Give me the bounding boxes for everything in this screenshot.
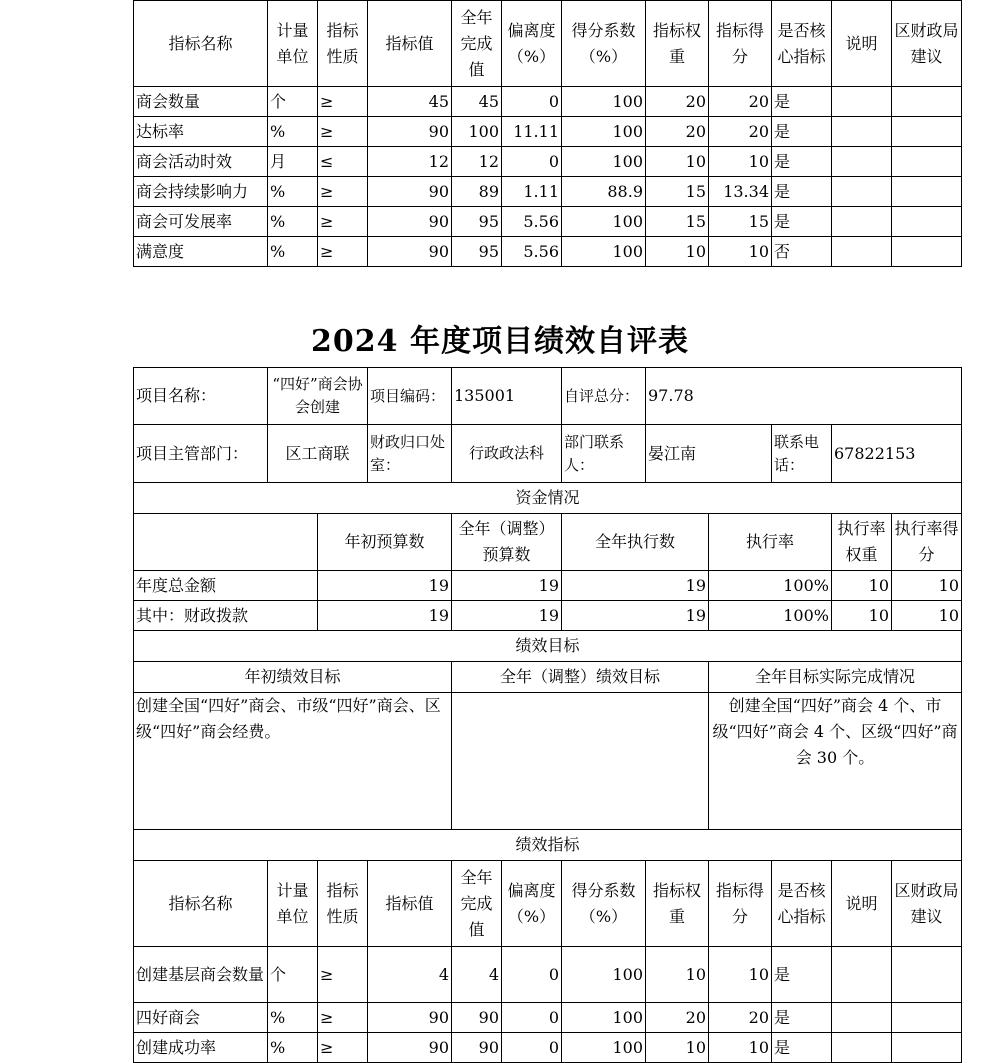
- indicator-cell: ≥: [318, 87, 368, 117]
- indicator-cell: [892, 1003, 962, 1033]
- project-name-label: 项目名称：: [134, 368, 268, 425]
- indicator-header-cell: 指标得分: [709, 1, 772, 87]
- section-title: 绩效指标: [134, 830, 962, 861]
- indicator-cell: 4: [368, 947, 452, 1003]
- initial-goal: 创建全国“四好”商会、市级“四好”商会、区级“四好”商会经费。: [134, 693, 452, 830]
- indicator-row: [134, 1033, 962, 1063]
- indicator-cell: 100: [452, 117, 502, 147]
- funds-cell: 10: [892, 571, 962, 601]
- indicator-header-cell: 是否核心指标: [772, 1, 832, 87]
- indicator-row: [134, 177, 962, 207]
- funds-cell: 100%: [709, 601, 832, 631]
- indicator-cell: [892, 1033, 962, 1063]
- indicator-header-cell: 指标权重: [646, 1, 709, 87]
- indicator-cell: [892, 947, 962, 1003]
- indicator-cell: [892, 207, 962, 237]
- goals-header-cell: 年初绩效目标: [134, 662, 452, 693]
- funds-header-cell: 执行率得分: [892, 514, 962, 571]
- actual-completion: 创建全国“四好”商会 4 个、市级“四好”商会 4 个、区级“四好”商会 30 个。: [709, 693, 962, 830]
- indicator-cell: [832, 147, 892, 177]
- indicator-cell: 95: [452, 237, 502, 267]
- indicator-cell: 100: [562, 87, 646, 117]
- funds-header-cell: 执行率: [709, 514, 832, 571]
- funds-cell: 19: [562, 601, 709, 631]
- indicator-cell: 10: [646, 1033, 709, 1063]
- indicator-cell: 20: [646, 117, 709, 147]
- indicator-cell: 10: [646, 237, 709, 267]
- page-title: 2024 年度项目绩效自评表: [311, 324, 689, 359]
- goals-header-row: [134, 662, 962, 693]
- funds-header-blank: [134, 514, 318, 571]
- finance-office: 行政政法科: [452, 425, 562, 483]
- indicator-cell: 达标率: [134, 117, 268, 147]
- indicator-cell: 创建成功率: [134, 1033, 268, 1063]
- indicator-cell: 月: [268, 147, 318, 177]
- indicator-cell: 13.34: [709, 177, 772, 207]
- dept-label: 项目主管部门：: [134, 425, 268, 483]
- indicator-cell: 45: [368, 87, 452, 117]
- department-row: [134, 425, 962, 483]
- funds-cell: 10: [892, 601, 962, 631]
- funds-row: [134, 601, 962, 631]
- indicator-cell: 10: [709, 1033, 772, 1063]
- indicator-cell: %: [268, 1003, 318, 1033]
- department: 区工商联: [268, 425, 368, 483]
- indicator-cell: ≥: [318, 1033, 368, 1063]
- indicator-cell: 0: [502, 147, 562, 177]
- indicator-cell: 12: [368, 147, 452, 177]
- indicator-cell: 是: [772, 947, 832, 1003]
- project-name: “四好”商会协会创建: [268, 368, 368, 425]
- indicator-cell: 95: [452, 207, 502, 237]
- indicator-cell: %: [268, 237, 318, 267]
- indicator-cell: [892, 87, 962, 117]
- funds-cell: 19: [452, 601, 562, 631]
- section-row: [134, 631, 962, 662]
- indicator-header-cell: 是否核心指标: [772, 861, 832, 947]
- indicator-cell: 15: [709, 207, 772, 237]
- indicator-cell: [832, 207, 892, 237]
- indicator-cell: ≥: [318, 947, 368, 1003]
- indicator-cell: 10: [709, 237, 772, 267]
- indicator-cell: 0: [502, 1003, 562, 1033]
- indicator-header-cell: 指标名称: [134, 1, 268, 87]
- indicator-header-cell: 说明: [832, 1, 892, 87]
- indicator-cell: 个: [268, 87, 318, 117]
- indicator-cell: ≥: [318, 177, 368, 207]
- indicator-cell: 10: [646, 947, 709, 1003]
- indicator-cell: 1.11: [502, 177, 562, 207]
- indicator-cell: 5.56: [502, 237, 562, 267]
- performance-self-evaluation-table: [133, 367, 962, 1063]
- indicator-cell: [832, 87, 892, 117]
- indicator-header-cell: 指标性质: [318, 1, 368, 87]
- funds-cell: 10: [832, 571, 892, 601]
- funds-cell: 10: [832, 601, 892, 631]
- indicator-header-cell: 偏离度（%）: [502, 861, 562, 947]
- indicator-row: [134, 87, 962, 117]
- indicator-cell: 20: [709, 1003, 772, 1033]
- indicator-cell: 20: [709, 87, 772, 117]
- indicator-cell: 100: [562, 147, 646, 177]
- indicator-cell: 88.9: [562, 177, 646, 207]
- score-label: 自评总分：: [562, 368, 646, 425]
- phone-number: 67822153: [832, 425, 962, 483]
- indicator-cell: [892, 117, 962, 147]
- indicator-cell: 是: [772, 177, 832, 207]
- indicator-cell: 11.11: [502, 117, 562, 147]
- section-title: 资金情况: [134, 483, 962, 514]
- indicator-cell: [832, 177, 892, 207]
- indicator-header-cell: 计量单位: [268, 1, 318, 87]
- indicator-cell: 15: [646, 207, 709, 237]
- indicator-cell: %: [268, 177, 318, 207]
- goals-header-cell: 全年目标实际完成情况: [709, 662, 962, 693]
- funds-cell: 19: [562, 571, 709, 601]
- indicator-cell: 90: [368, 207, 452, 237]
- indicator-header-cell: 指标值: [368, 1, 452, 87]
- funds-cell: 19: [318, 571, 452, 601]
- indicator-cell: 0: [502, 87, 562, 117]
- indicator-cell: 12: [452, 147, 502, 177]
- indicator-header-cell: 指标得分: [709, 861, 772, 947]
- adjusted-goal: [452, 693, 709, 830]
- indicator-row: [134, 147, 962, 177]
- indicator-cell: [892, 237, 962, 267]
- section-title: 绩效目标: [134, 631, 962, 662]
- indicator-cell: 100: [562, 237, 646, 267]
- indicator-cell: 90: [368, 237, 452, 267]
- funds-header-cell: 年初预算数: [318, 514, 452, 571]
- indicator-cell: 5.56: [502, 207, 562, 237]
- indicator-cell: 90: [452, 1033, 502, 1063]
- indicator-cell: [832, 947, 892, 1003]
- contact-person: 晏江南: [646, 425, 772, 483]
- indicator-row: [134, 1003, 962, 1033]
- indicator-cell: 10: [709, 947, 772, 1003]
- indicator-cell: 是: [772, 147, 832, 177]
- indicator-row: [134, 947, 962, 1003]
- indicator-cell: 90: [368, 1033, 452, 1063]
- indicator-header-cell: 偏离度（%）: [502, 1, 562, 87]
- indicator-header-cell: 区财政局建议: [892, 1, 962, 87]
- indicator-cell: [892, 147, 962, 177]
- project-code-label: 项目编码：: [368, 368, 452, 425]
- indicator-cell: 四好商会: [134, 1003, 268, 1033]
- funds-cell: 19: [318, 601, 452, 631]
- indicator-cell: 商会数量: [134, 87, 268, 117]
- indicator-header-row: [134, 1, 962, 87]
- goals-content-row: [134, 693, 962, 830]
- indicator-cell: [892, 177, 962, 207]
- indicator-cell: 15: [646, 177, 709, 207]
- funds-header-row: [134, 514, 962, 571]
- indicator-cell: 是: [772, 1033, 832, 1063]
- indicator-cell: 否: [772, 237, 832, 267]
- indicator-cell: [832, 1003, 892, 1033]
- indicator-cell: ≥: [318, 207, 368, 237]
- funds-cell: 100%: [709, 571, 832, 601]
- funds-header-cell: 全年（调整）预算数: [452, 514, 562, 571]
- indicator-cell: %: [268, 207, 318, 237]
- indicator-row: [134, 237, 962, 267]
- indicator-header-cell: 说明: [832, 861, 892, 947]
- indicator-cell: ≥: [318, 117, 368, 147]
- indicator-cell: 100: [562, 207, 646, 237]
- indicator-cell: 20: [709, 117, 772, 147]
- project-name-row: [134, 368, 962, 425]
- indicator-header-cell: 得分系数（%）: [562, 861, 646, 947]
- indicator-cell: 商会持续影响力: [134, 177, 268, 207]
- funds-row-label: 其中：财政拨款: [134, 601, 318, 631]
- top-indicator-table: [133, 0, 962, 267]
- self-evaluation-score: 97.78: [646, 368, 962, 425]
- indicator-cell: 是: [772, 1003, 832, 1033]
- funds-row: [134, 571, 962, 601]
- indicator-header-cell: 得分系数（%）: [562, 1, 646, 87]
- indicator-header-row: [134, 861, 962, 947]
- indicator-cell: 90: [368, 1003, 452, 1033]
- phone-label: 联系电话：: [772, 425, 832, 483]
- indicator-header-cell: 指标名称: [134, 861, 268, 947]
- indicator-cell: 100: [562, 947, 646, 1003]
- funds-header-cell: 全年执行数: [562, 514, 709, 571]
- indicator-header-cell: 全年完成值: [452, 861, 502, 947]
- indicator-cell: ≥: [318, 1003, 368, 1033]
- indicator-cell: [832, 237, 892, 267]
- indicator-cell: %: [268, 117, 318, 147]
- indicator-cell: 0: [502, 1033, 562, 1063]
- section-row: [134, 483, 962, 514]
- indicator-header-cell: 指标值: [368, 861, 452, 947]
- indicator-cell: ≥: [318, 237, 368, 267]
- indicator-cell: [832, 117, 892, 147]
- contact-label: 部门联系人：: [562, 425, 646, 483]
- indicator-cell: 创建基层商会数量: [134, 947, 268, 1003]
- indicator-header-cell: 全年完成值: [452, 1, 502, 87]
- office-label: 财政归口处室：: [368, 425, 452, 483]
- indicator-header-cell: 指标权重: [646, 861, 709, 947]
- indicator-cell: 是: [772, 117, 832, 147]
- indicator-cell: 是: [772, 207, 832, 237]
- goals-header-cell: 全年（调整）绩效目标: [452, 662, 709, 693]
- indicator-cell: 100: [562, 1033, 646, 1063]
- indicator-cell: 45: [452, 87, 502, 117]
- funds-row-label: 年度总金额: [134, 571, 318, 601]
- project-code: 135001: [452, 368, 562, 425]
- indicator-cell: 90: [368, 177, 452, 207]
- indicator-cell: 100: [562, 1003, 646, 1033]
- indicator-cell: 89: [452, 177, 502, 207]
- indicator-cell: 4: [452, 947, 502, 1003]
- indicator-cell: 0: [502, 947, 562, 1003]
- section-row: [134, 830, 962, 861]
- indicator-cell: 个: [268, 947, 318, 1003]
- indicator-cell: 商会可发展率: [134, 207, 268, 237]
- indicator-cell: [832, 1033, 892, 1063]
- indicator-cell: 20: [646, 87, 709, 117]
- funds-cell: 19: [452, 571, 562, 601]
- indicator-cell: 商会活动时效: [134, 147, 268, 177]
- indicator-header-cell: 计量单位: [268, 861, 318, 947]
- indicator-cell: 满意度: [134, 237, 268, 267]
- indicator-cell: 90: [452, 1003, 502, 1033]
- indicator-row: [134, 207, 962, 237]
- indicator-cell: 20: [646, 1003, 709, 1033]
- indicator-cell: 100: [562, 117, 646, 147]
- funds-header-cell: 执行率权重: [832, 514, 892, 571]
- indicator-header-cell: 区财政局建议: [892, 861, 962, 947]
- indicator-cell: 90: [368, 117, 452, 147]
- indicator-cell: 是: [772, 87, 832, 117]
- indicator-header-cell: 指标性质: [318, 861, 368, 947]
- indicator-cell: ≤: [318, 147, 368, 177]
- indicator-row: [134, 117, 962, 147]
- indicator-cell: 10: [709, 147, 772, 177]
- indicator-cell: 10: [646, 147, 709, 177]
- indicator-cell: %: [268, 1033, 318, 1063]
